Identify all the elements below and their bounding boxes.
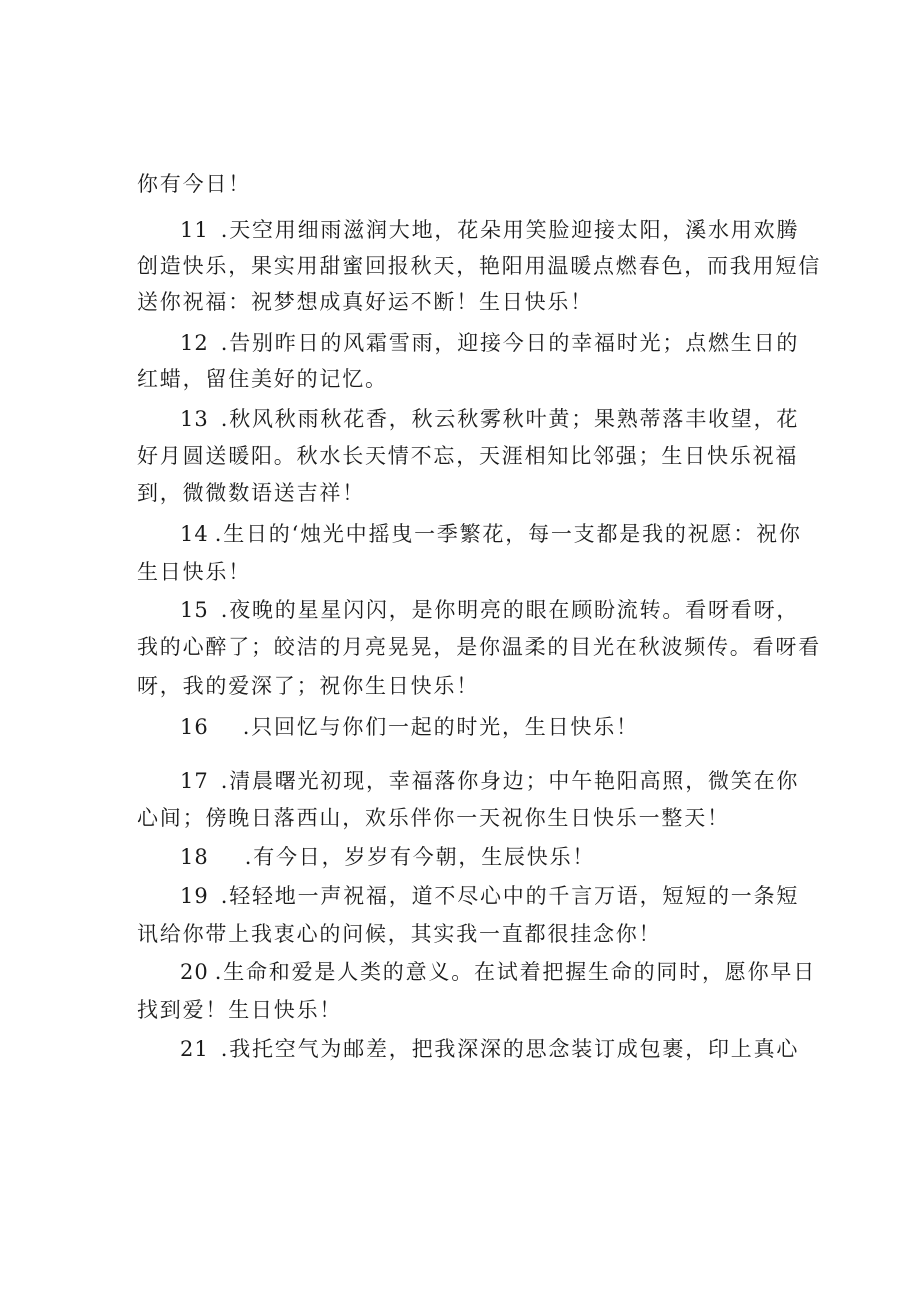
line-text: 红蜡，留住美好的记忆。 bbox=[137, 367, 388, 391]
text-line bbox=[137, 998, 787, 1022]
list-item-18 bbox=[180, 845, 787, 869]
list-item-17 bbox=[180, 769, 800, 793]
item-number: 15 bbox=[180, 598, 209, 622]
list-item-20 bbox=[180, 960, 817, 984]
line-text: .生命和爱是人类的意义。在试着把握生命的同时，愿你早日 bbox=[214, 960, 817, 984]
line-text: 讯给你带上我衷心的问候，其实我一直都很挂念你！ bbox=[137, 922, 662, 946]
text-line bbox=[137, 922, 787, 946]
item-number: 20 bbox=[180, 960, 209, 984]
line-text: 到，微微数语送吉祥！ bbox=[137, 481, 365, 505]
text-line bbox=[137, 635, 821, 659]
list-item-16 bbox=[180, 715, 787, 739]
list-item-13 bbox=[180, 407, 800, 431]
line-text: .只回忆与你们一起的时光，生日快乐！ bbox=[242, 715, 639, 739]
text-line bbox=[137, 806, 787, 830]
line-text: 呀，我的爱深了；祝你生日快乐！ bbox=[137, 674, 479, 698]
text-line bbox=[137, 560, 787, 584]
item-number: 12 bbox=[180, 331, 209, 355]
item-number: 17 bbox=[180, 769, 209, 793]
line-text: .秋风秋雨秋花香，秋云秋雾秋叶黄；果熟蒂落丰收望，花 bbox=[220, 407, 800, 431]
line-text: .生日的‘烛光中摇曳一季繁花，每一支都是我的祝愿：祝你 bbox=[214, 522, 802, 546]
line-text: 生日快乐！ bbox=[137, 560, 251, 584]
line-text: 好月圆送暖阳。秋水长天情不忘，天涯相知比邻强；生日快乐祝福 bbox=[137, 444, 799, 468]
item-number: 11 bbox=[180, 218, 209, 242]
line-text: .天空用细雨滋润大地，花朵用笑脸迎接太阳，溪水用欢腾 bbox=[220, 218, 800, 242]
line-text: .轻轻地一声祝福，道不尽心中的千言万语，短短的一条短 bbox=[220, 884, 800, 908]
line-text: 找到爱！生日快乐！ bbox=[137, 998, 343, 1022]
line-text: 创造快乐，果实用甜蜜回报秋天，艳阳用温暖点燃春色，而我用短信 bbox=[137, 254, 821, 278]
line-text: .夜晚的星星闪闪，是你明亮的眼在顾盼流转。看呀看呀， bbox=[220, 598, 800, 622]
list-item-14 bbox=[180, 522, 802, 546]
item-number: 19 bbox=[180, 884, 209, 908]
list-item-11 bbox=[180, 218, 800, 242]
line-text: .有今日，岁岁有今朝，生辰快乐！ bbox=[244, 845, 596, 869]
line-text: 你有今日！ bbox=[137, 172, 251, 196]
line-text: 心间；傍晚日落西山，欢乐伴你一天祝你生日快乐一整天！ bbox=[137, 806, 730, 830]
item-number: 16 bbox=[180, 715, 209, 739]
item-number: 18 bbox=[180, 845, 209, 869]
line-text: .告别昨日的风霜雪雨，迎接今日的幸福时光；点燃生日的 bbox=[220, 331, 800, 355]
list-item-15 bbox=[180, 598, 800, 622]
text-line bbox=[137, 254, 821, 278]
line-text: 我的心醉了；皎洁的月亮晃晃，是你温柔的目光在秋波频传。看呀看 bbox=[137, 635, 821, 659]
text-line bbox=[137, 367, 787, 391]
line-text: .清晨曙光初现，幸福落你身边；中午艳阳高照，微笑在你 bbox=[220, 769, 800, 793]
line-text: .我托空气为邮差，把我深深的思念装订成包裹，印上真心 bbox=[220, 1037, 800, 1061]
line-text: 送你祝福：祝梦想成真好运不断！生日快乐！ bbox=[137, 290, 593, 314]
item-number: 14 bbox=[180, 522, 209, 546]
item-number: 13 bbox=[180, 407, 209, 431]
text-line bbox=[137, 674, 787, 698]
text-line bbox=[137, 290, 787, 314]
list-item-19 bbox=[180, 884, 800, 908]
list-item-12 bbox=[180, 331, 800, 355]
list-item-21 bbox=[180, 1037, 800, 1061]
text-line bbox=[137, 481, 787, 505]
text-line bbox=[137, 172, 787, 196]
item-number: 21 bbox=[180, 1037, 209, 1061]
text-line bbox=[137, 444, 799, 468]
